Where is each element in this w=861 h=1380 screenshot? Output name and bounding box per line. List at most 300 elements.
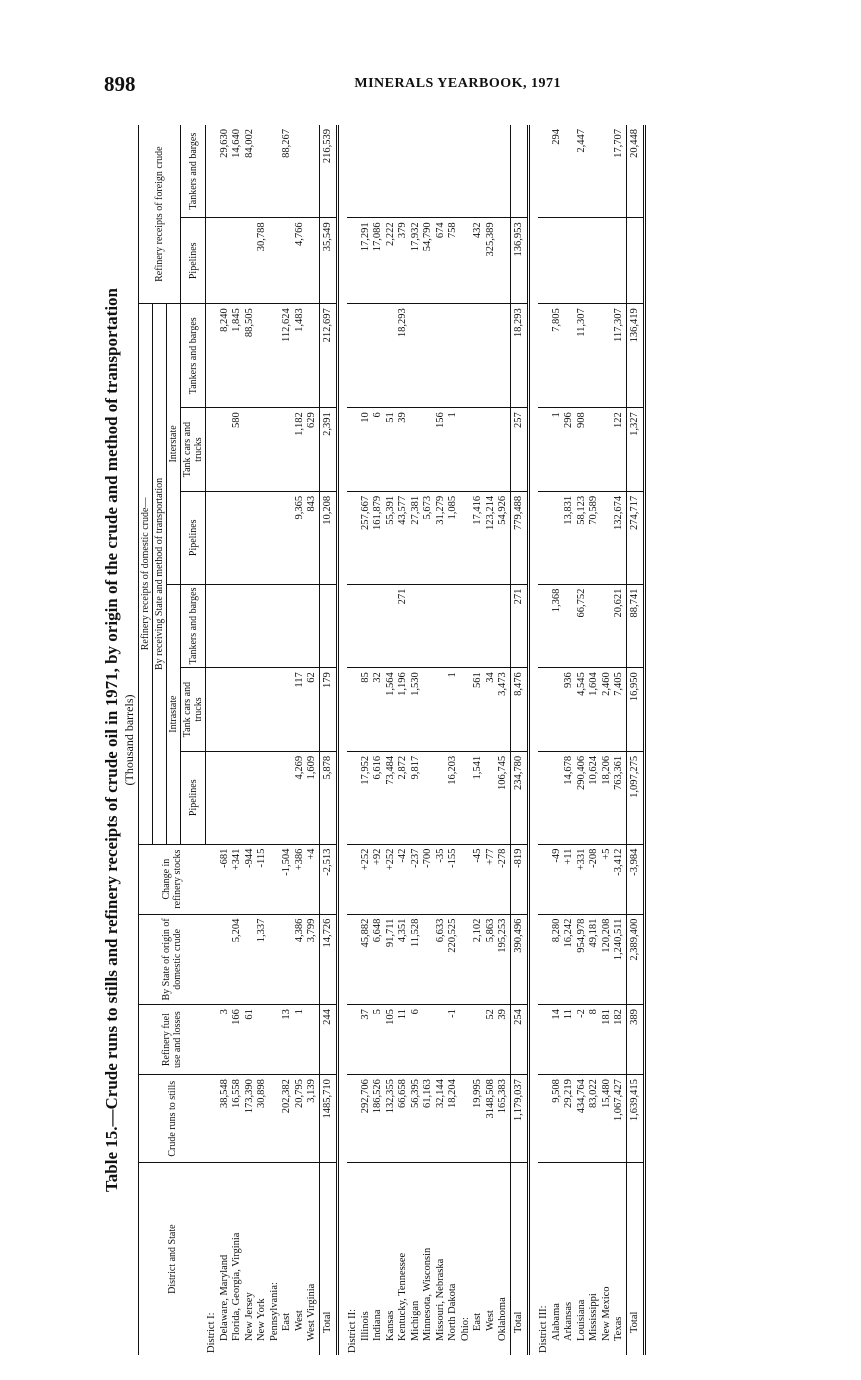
value-cell: 56,395 xyxy=(410,1075,423,1163)
value-cell: +252 xyxy=(360,844,373,914)
value-cell: 186,526 xyxy=(372,1075,385,1163)
value-cell: 2,222 xyxy=(385,218,398,304)
value-cell xyxy=(244,218,257,304)
value-cell: 1,327 xyxy=(626,408,645,492)
value-cell: 4,545 xyxy=(576,668,589,752)
total-row xyxy=(319,125,338,1355)
value-cell: -208 xyxy=(588,844,601,914)
value-cell xyxy=(281,751,294,844)
value-cell xyxy=(472,408,485,492)
value-cell: 16,558 xyxy=(231,1075,244,1163)
value-cell xyxy=(435,304,448,408)
value-cell: 1,483 xyxy=(294,304,307,408)
value-cell xyxy=(219,491,232,584)
value-cell: 16,203 xyxy=(447,751,460,844)
value-cell: 8,280 xyxy=(551,914,564,1004)
value-cell xyxy=(244,668,257,752)
header-interstate: Interstate xyxy=(167,304,181,584)
table-row xyxy=(485,125,498,1355)
value-cell: 1 xyxy=(447,408,460,492)
table-row xyxy=(269,125,282,1355)
value-cell: 165,383 xyxy=(497,1075,510,1163)
value-cell xyxy=(219,751,232,844)
value-cell xyxy=(485,408,498,492)
state-name: Louisiana xyxy=(576,1163,589,1355)
value-cell: 936 xyxy=(563,668,576,752)
value-cell xyxy=(281,668,294,752)
value-cell: 11 xyxy=(397,1005,410,1075)
value-cell: 58,123 xyxy=(576,491,589,584)
value-cell: 1,179,037 xyxy=(510,1075,529,1163)
value-cell: 17,086 xyxy=(372,218,385,304)
value-cell xyxy=(372,125,385,218)
total-label: Total xyxy=(510,1163,529,1355)
value-cell xyxy=(219,914,232,1004)
state-name: Minnesota, Wisconsin xyxy=(422,1163,435,1355)
value-cell: 2,447 xyxy=(575,129,587,153)
value-cell xyxy=(460,844,473,914)
crude-runs-table xyxy=(138,125,646,1355)
value-cell: 1,639,415 xyxy=(626,1075,645,1163)
value-cell: 4,386 xyxy=(294,914,307,1004)
table-row xyxy=(410,125,423,1355)
value-cell xyxy=(306,304,319,408)
value-cell xyxy=(497,304,510,408)
value-cell xyxy=(269,408,282,492)
value-cell: 105 xyxy=(385,1005,398,1075)
value-cell: 66,752 xyxy=(576,584,589,668)
value-cell: 1,845 xyxy=(231,304,244,408)
value-cell: +92 xyxy=(372,844,385,914)
value-cell: 271 xyxy=(510,584,529,668)
value-cell xyxy=(294,584,307,668)
value-cell: 5,204 xyxy=(231,914,244,1004)
value-cell: 18,293 xyxy=(397,304,410,408)
header-fuel-use: Refinery fuel use and losses xyxy=(139,1005,206,1075)
value-cell xyxy=(231,668,244,752)
value-cell: -2,513 xyxy=(319,844,338,914)
value-cell: 117,307 xyxy=(613,304,626,408)
value-cell: 274,717 xyxy=(626,491,645,584)
table-row xyxy=(460,125,473,1355)
value-cell: 234,780 xyxy=(510,751,529,844)
value-cell: 73,484 xyxy=(385,751,398,844)
value-cell xyxy=(385,125,398,218)
value-cell: 257,667 xyxy=(360,491,373,584)
value-cell xyxy=(460,1005,473,1075)
table-row xyxy=(397,125,410,1355)
value-cell xyxy=(435,125,448,218)
value-cell: 136,419 xyxy=(626,304,645,408)
value-cell xyxy=(601,408,614,492)
value-cell xyxy=(601,125,614,218)
value-cell: 1,530 xyxy=(410,668,423,752)
value-cell: 35,549 xyxy=(319,218,338,304)
header-intra-tankers: Tankers and barges xyxy=(181,584,206,668)
table-body xyxy=(206,125,645,1355)
value-cell: 13,831 xyxy=(563,491,576,584)
value-cell: +386 xyxy=(294,844,307,914)
value-cell xyxy=(497,408,510,492)
value-cell: 18,293 xyxy=(510,304,529,408)
table-row xyxy=(435,125,448,1355)
value-cell: 29,219 xyxy=(563,1075,576,1163)
state-name: Pennsylvania: xyxy=(269,1163,282,1355)
value-cell: 779,488 xyxy=(510,491,529,584)
header-foreign-receipts: Refinery receipts of foreign crude xyxy=(139,125,181,304)
spacer-row xyxy=(529,125,539,1355)
value-cell xyxy=(244,491,257,584)
value-cell: 55,391 xyxy=(385,491,398,584)
value-cell xyxy=(510,125,529,218)
value-cell xyxy=(281,584,294,668)
district-heading-row xyxy=(538,125,551,1355)
table-row xyxy=(613,125,626,1355)
value-cell: 43,577 xyxy=(397,491,410,584)
value-cell xyxy=(244,751,257,844)
value-cell xyxy=(460,668,473,752)
value-cell xyxy=(410,584,423,668)
table-row xyxy=(219,125,232,1355)
value-cell: 3 xyxy=(219,1005,232,1075)
value-cell: 758 xyxy=(447,218,460,304)
value-cell: 30,898 xyxy=(256,1075,269,1163)
value-cell: 1,182 xyxy=(294,408,307,492)
value-cell xyxy=(269,584,282,668)
value-cell xyxy=(256,125,269,218)
value-cell: 88,505 xyxy=(244,304,257,408)
value-cell xyxy=(472,584,485,668)
value-cell xyxy=(563,304,576,408)
value-cell xyxy=(244,914,257,1004)
value-cell xyxy=(219,408,232,492)
value-cell: 379 xyxy=(397,218,410,304)
state-name: Mississippi xyxy=(588,1163,601,1355)
value-cell: 220,525 xyxy=(447,914,460,1004)
value-cell xyxy=(422,125,435,218)
value-cell: 4,766 xyxy=(294,218,307,304)
value-cell xyxy=(435,584,448,668)
value-cell: 14,726 xyxy=(319,914,338,1004)
value-cell: 1,609 xyxy=(306,751,319,844)
value-cell: 20,621 xyxy=(613,584,626,668)
value-cell: -3,984 xyxy=(626,844,645,914)
state-name: West Virginia xyxy=(306,1163,319,1355)
state-name: Kentucky, Tennessee xyxy=(397,1163,410,1355)
running-head: MINERALS YEARBOOK, 1971 xyxy=(354,76,561,91)
value-cell xyxy=(422,914,435,1004)
value-cell: 296 xyxy=(563,408,576,492)
value-cell xyxy=(563,125,576,218)
value-cell xyxy=(269,844,282,914)
value-cell: 161,879 xyxy=(372,491,385,584)
value-cell xyxy=(256,491,269,584)
value-cell: 244 xyxy=(319,1005,338,1075)
header-change-stocks: Change in refinery stocks xyxy=(139,844,206,914)
value-cell xyxy=(219,584,232,668)
value-cell: 15,480 xyxy=(601,1075,614,1163)
state-name: New Jersey xyxy=(244,1163,257,1355)
value-cell: 122 xyxy=(613,408,626,492)
value-cell xyxy=(231,751,244,844)
header-intra-tank-cars: Tank cars and trucks xyxy=(181,668,206,752)
state-name: West xyxy=(485,1163,498,1355)
header-by-state-origin: By State of origin of domestic crude xyxy=(139,914,206,1004)
value-cell: 179 xyxy=(319,668,338,752)
value-cell: 1,604 xyxy=(588,668,601,752)
value-cell: 1,541 xyxy=(472,751,485,844)
value-cell xyxy=(256,751,269,844)
value-cell: -1 xyxy=(447,1005,460,1075)
value-cell xyxy=(447,584,460,668)
value-cell: 13 xyxy=(281,1005,294,1075)
value-cell: 1 xyxy=(447,668,460,752)
value-cell: 51 xyxy=(385,408,398,492)
value-cell: -819 xyxy=(510,844,529,914)
header-crude-runs: Crude runs to stills xyxy=(139,1075,206,1163)
value-cell: 6,648 xyxy=(372,914,385,1004)
value-cell: -155 xyxy=(447,844,460,914)
district-label: District II: xyxy=(347,1163,360,1355)
value-cell: 5,863 xyxy=(485,914,498,1004)
value-cell: 11,307 xyxy=(576,304,589,408)
value-cell: 2,102 xyxy=(472,914,485,1004)
state-name: Indiana xyxy=(372,1163,385,1355)
value-cell xyxy=(306,218,319,304)
value-cell xyxy=(269,491,282,584)
value-cell: 61,163 xyxy=(422,1075,435,1163)
value-cell: 1485,710 xyxy=(319,1075,338,1163)
value-cell xyxy=(360,125,373,218)
value-cell: 7,805 xyxy=(551,304,564,408)
value-cell xyxy=(219,668,232,752)
value-cell: 32,144 xyxy=(435,1075,448,1163)
value-cell: 271 xyxy=(397,584,410,668)
value-cell: 27,381 xyxy=(410,491,423,584)
value-cell: 9,508 xyxy=(551,1075,564,1163)
spacer-row xyxy=(338,125,348,1355)
value-cell: 216,539 xyxy=(319,125,338,218)
value-cell: +341 xyxy=(231,844,244,914)
value-cell: 3148,508 xyxy=(485,1075,498,1163)
table-row xyxy=(294,125,307,1355)
value-cell: 202,382 xyxy=(281,1075,294,1163)
value-cell: 2,389,400 xyxy=(626,914,645,1004)
value-cell xyxy=(269,125,282,218)
value-cell: 88,741 xyxy=(626,584,645,668)
table-row xyxy=(281,125,294,1355)
value-cell xyxy=(294,125,307,218)
table-row xyxy=(551,125,564,1355)
value-cell: 16,242 xyxy=(563,914,576,1004)
value-cell: -700 xyxy=(422,844,435,914)
value-cell xyxy=(460,408,473,492)
value-cell xyxy=(256,408,269,492)
value-cell xyxy=(281,408,294,492)
value-cell xyxy=(256,304,269,408)
value-cell: -45 xyxy=(472,844,485,914)
value-cell xyxy=(460,218,473,304)
value-cell xyxy=(410,304,423,408)
value-cell xyxy=(219,218,232,304)
table-row xyxy=(360,125,373,1355)
value-cell xyxy=(422,304,435,408)
value-cell xyxy=(497,125,510,218)
value-cell: 10,624 xyxy=(588,751,601,844)
state-name: Arkansas xyxy=(563,1163,576,1355)
value-cell xyxy=(281,491,294,584)
value-cell: 70,589 xyxy=(588,491,601,584)
value-cell: -3,412 xyxy=(613,844,626,914)
value-cell xyxy=(256,1005,269,1075)
value-cell xyxy=(256,584,269,668)
value-cell: 7,405 xyxy=(613,668,626,752)
value-cell: +11 xyxy=(563,844,576,914)
value-cell: 181 xyxy=(601,1005,614,1075)
value-cell xyxy=(460,491,473,584)
state-name: Kansas xyxy=(385,1163,398,1355)
value-cell xyxy=(422,751,435,844)
value-cell xyxy=(460,125,473,218)
value-cell xyxy=(551,668,564,752)
value-cell: 61 xyxy=(244,1005,257,1075)
state-name: New York xyxy=(256,1163,269,1355)
value-cell xyxy=(435,751,448,844)
header-district-state: District and State xyxy=(139,1163,206,1355)
value-cell xyxy=(435,668,448,752)
value-cell: 2,460 xyxy=(601,668,614,752)
value-cell xyxy=(563,218,576,304)
value-cell: 123,214 xyxy=(485,491,498,584)
state-name: Illinois xyxy=(360,1163,373,1355)
value-cell xyxy=(472,125,485,218)
value-cell xyxy=(269,1075,282,1163)
value-cell xyxy=(497,218,510,304)
value-cell: 39 xyxy=(397,408,410,492)
value-cell xyxy=(588,218,601,304)
total-label: Total xyxy=(319,1163,338,1355)
district-label: District I: xyxy=(206,1163,219,1355)
state-name: East xyxy=(472,1163,485,1355)
value-cell: 38,548 xyxy=(219,1075,232,1163)
value-cell xyxy=(460,751,473,844)
value-cell: -1,504 xyxy=(281,844,294,914)
table-row xyxy=(588,125,601,1355)
value-cell: 182 xyxy=(613,1005,626,1075)
value-cell xyxy=(588,125,601,218)
value-cell xyxy=(588,408,601,492)
value-cell xyxy=(563,584,576,668)
header-foreign-tankers: Tankers and barges xyxy=(181,125,206,218)
table-row xyxy=(472,125,485,1355)
value-cell xyxy=(447,125,460,218)
value-cell: 30,788 xyxy=(256,218,269,304)
value-cell xyxy=(551,751,564,844)
table-row xyxy=(601,125,614,1355)
table-row xyxy=(244,125,257,1355)
header-inter-tankers: Tankers and barges xyxy=(181,304,206,408)
value-cell: 17,707 xyxy=(613,129,625,158)
value-cell: 11 xyxy=(563,1005,576,1075)
value-cell: 54,926 xyxy=(497,491,510,584)
value-cell: 3,473 xyxy=(497,668,510,752)
value-cell: 294 xyxy=(550,129,562,145)
value-cell: 1,097,275 xyxy=(626,751,645,844)
value-cell: 1,368 xyxy=(551,584,564,668)
value-cell xyxy=(588,584,601,668)
value-cell xyxy=(422,408,435,492)
value-cell: 1,337 xyxy=(256,914,269,1004)
value-cell: 580 xyxy=(231,408,244,492)
value-cell xyxy=(472,1005,485,1075)
table-row xyxy=(447,125,460,1355)
header-intra-pipelines: Pipelines xyxy=(181,751,206,844)
value-cell: -944 xyxy=(244,844,257,914)
value-cell: 14 xyxy=(551,1005,564,1075)
header-domestic-receipts: Refinery receipts of domestic crude— xyxy=(139,304,153,844)
value-cell: 14,640 xyxy=(231,129,243,158)
value-cell xyxy=(460,584,473,668)
table-row xyxy=(306,125,319,1355)
value-cell xyxy=(460,1075,473,1163)
value-cell: 8,476 xyxy=(510,668,529,752)
value-cell xyxy=(601,491,614,584)
value-cell: 91,711 xyxy=(385,914,398,1004)
value-cell: 6,633 xyxy=(435,914,448,1004)
value-cell: 763,361 xyxy=(613,751,626,844)
district-heading-row xyxy=(347,125,360,1355)
value-cell: -237 xyxy=(410,844,423,914)
value-cell: 1,564 xyxy=(385,668,398,752)
value-cell xyxy=(472,304,485,408)
value-cell: 212,697 xyxy=(319,304,338,408)
state-name: New Mexico xyxy=(601,1163,614,1355)
value-cell: 5 xyxy=(372,1005,385,1075)
value-cell: 1,067,427 xyxy=(613,1075,626,1163)
value-cell: 4,351 xyxy=(397,914,410,1004)
value-cell xyxy=(588,304,601,408)
value-cell xyxy=(269,218,282,304)
value-cell: 2,872 xyxy=(397,751,410,844)
value-cell: 20,448 xyxy=(626,125,645,218)
value-cell: 31,279 xyxy=(435,491,448,584)
table-row xyxy=(372,125,385,1355)
value-cell: 18,204 xyxy=(447,1075,460,1163)
value-cell: 9,817 xyxy=(410,751,423,844)
value-cell xyxy=(231,584,244,668)
value-cell: 17,952 xyxy=(360,751,373,844)
value-cell xyxy=(601,584,614,668)
value-cell: 6 xyxy=(372,408,385,492)
table-row xyxy=(422,125,435,1355)
value-cell: 136,953 xyxy=(510,218,529,304)
value-cell: 2,391 xyxy=(319,408,338,492)
state-name: West xyxy=(294,1163,307,1355)
value-cell xyxy=(485,304,498,408)
value-cell xyxy=(460,914,473,1004)
table-row xyxy=(231,125,244,1355)
value-cell xyxy=(256,668,269,752)
value-cell: 674 xyxy=(435,218,448,304)
value-cell xyxy=(551,491,564,584)
value-cell: 120,208 xyxy=(601,914,614,1004)
value-cell: 254 xyxy=(510,1005,529,1075)
value-cell xyxy=(397,125,410,218)
value-cell: 10,208 xyxy=(319,491,338,584)
state-name: East xyxy=(281,1163,294,1355)
value-cell: 432 xyxy=(472,218,485,304)
value-cell: 3,799 xyxy=(306,914,319,1004)
